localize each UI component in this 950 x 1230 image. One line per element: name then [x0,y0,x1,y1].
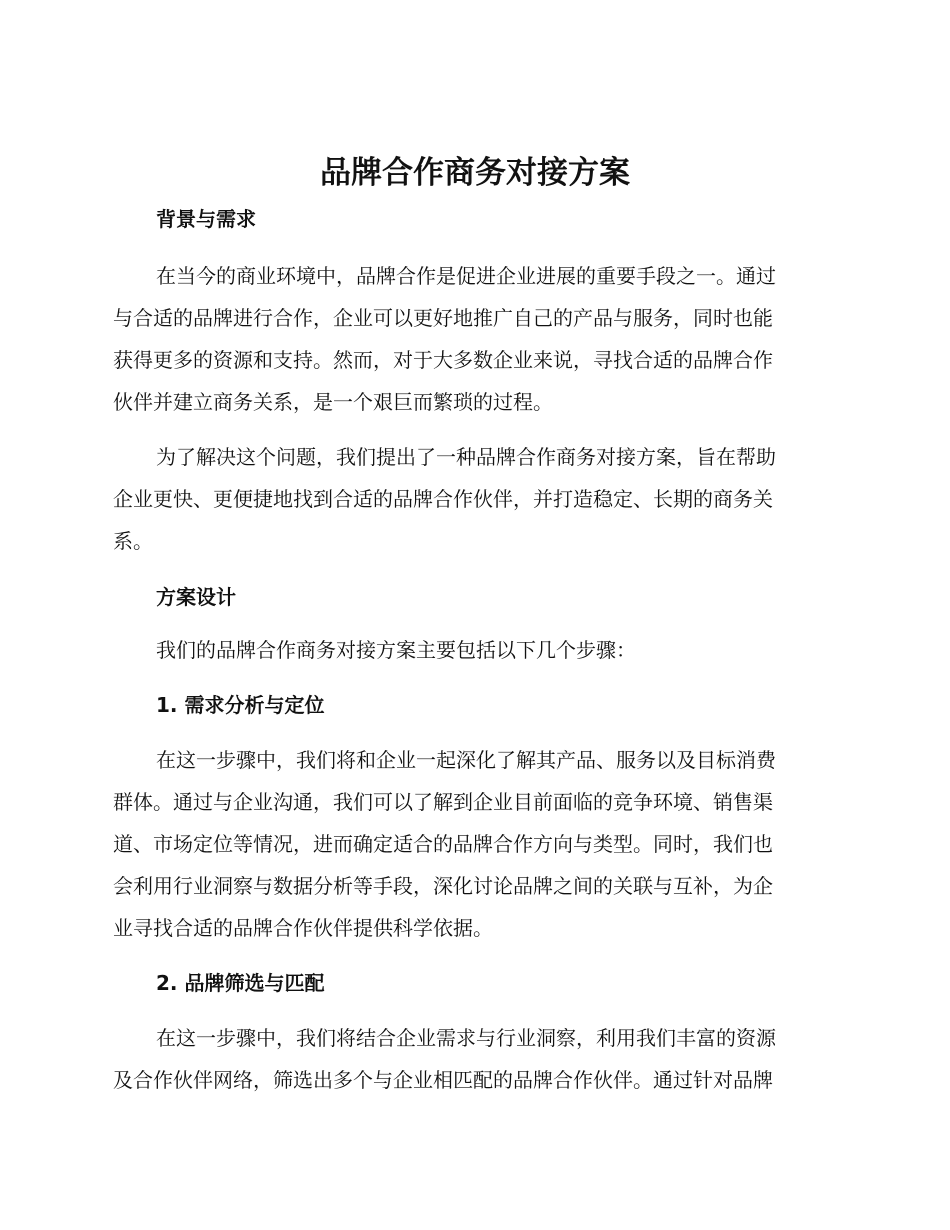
paragraph-line: 在这一步骤中，我们将和企业一起深化了解其产品、服务以及目标消费 [156,748,776,772]
paragraph-line: 及合作伙伴网络，筛选出多个与企业相匹配的品牌合作伙伴。通过针对品牌 [113,1068,773,1092]
paragraph-line: 会利用行业洞察与数据分析等手段，深化讨论品牌之间的关联与互补，为企 [113,874,773,898]
section-heading-design: 方案设计 [156,585,236,609]
paragraph-brand-matching [113,1017,835,1101]
step-heading-brand-matching: 2. 品牌筛选与匹配 [156,971,325,995]
paragraph-line: 获得更多的资源和支持。然而，对于大多数企业来说，寻找合适的品牌合作 [113,348,773,372]
paragraph-line: 为了解决这个问题，我们提出了一种品牌合作商务对接方案，旨在帮助 [156,445,776,469]
paragraph-line: 道、市场定位等情况，进而确定适合的品牌合作方向与类型。同时，我们也 [113,832,773,856]
paragraph-background-1 [113,255,835,423]
paragraph-design-intro [113,629,835,671]
paragraph-line: 业寻找合适的品牌合作伙伴提供科学依据。 [113,916,493,940]
paragraph-line: 我们的品牌合作商务对接方案主要包括以下几个步骤： [156,638,636,662]
paragraph-line: 伙伴并建立商务关系，是一个艰巨而繁琐的过程。 [113,390,553,414]
paragraph-line: 群体。通过与企业沟通，我们可以了解到企业目前面临的竞争环境、销售渠 [113,790,773,814]
paragraph-line: 在当今的商业环境中，品牌合作是促进企业进展的重要手段之一。通过 [156,264,776,288]
paragraph-background-2 [113,436,835,562]
paragraph-line: 系。 [113,529,153,553]
paragraph-line: 与合适的品牌进行合作，企业可以更好地推广自己的产品与服务，同时也能 [113,306,773,330]
paragraph-line: 企业更快、更便捷地找到合适的品牌合作伙伴，并打造稳定、长期的商务关 [113,487,773,511]
paragraph-needs-analysis [113,739,835,949]
section-heading-background: 背景与需求 [156,207,256,231]
document-title: 品牌合作商务对接方案 [320,155,630,191]
step-heading-needs-analysis: 1. 需求分析与定位 [156,693,325,717]
paragraph-line: 在这一步骤中，我们将结合企业需求与行业洞察，利用我们丰富的资源 [156,1026,776,1050]
